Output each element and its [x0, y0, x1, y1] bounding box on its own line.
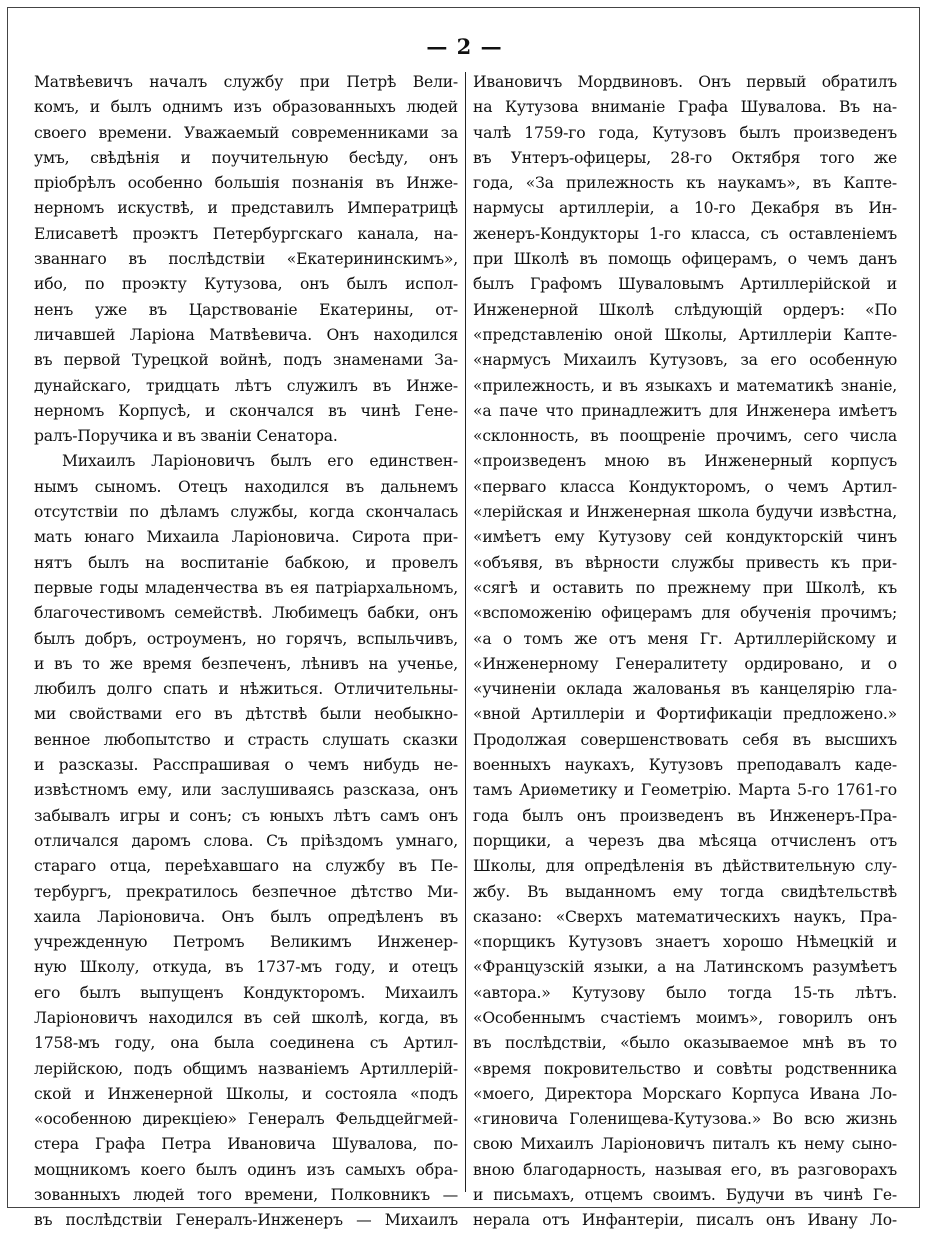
text-line: и письмахъ, отцемъ своимъ. Будучи въ чинѣ Ге-	[473, 1186, 897, 1205]
text-line: года, «За прилежность къ наукамъ», въ Капте-	[473, 174, 897, 193]
text-line: Ларіоновичъ находился въ сей школѣ, когда, въ	[34, 1008, 458, 1027]
text-line: «а о томъ же отъ меня Гг. Артиллерійскому и	[473, 629, 897, 648]
text-line: нымъ сыномъ. Отецъ находился въ дальнемъ	[34, 477, 458, 496]
text-line: нерномъ Корпусѣ, и скончался въ чинѣ Гене-	[34, 401, 458, 420]
text-line: нерала отъ Инфантеріи, писалъ онъ Ивану Ло-	[473, 1211, 897, 1230]
text-line: Инженерной Школѣ слѣдующій ордеръ: «По	[473, 300, 897, 319]
text-line: извѣстномъ ему, или заслушиваясь разсказа, онъ	[34, 781, 458, 800]
text-line: ской и Инженерной Школы, и состояла «подъ	[34, 1084, 458, 1103]
text-line: на Кутузова вниманіе Графа Шувалова. Въ на-	[473, 98, 897, 117]
text-line: ралъ-Поручика и въ званіи Сенатора.	[34, 427, 338, 446]
text-line: «перваго класса Кондукторомъ, о чемъ Артил-	[473, 477, 897, 496]
right-column	[473, 70, 897, 1234]
text-line: «учиненіи оклада жалованья въ канцелярію гла-	[473, 680, 897, 699]
text-line: былъ добръ, остроуменъ, но горячъ, вспыльчивъ,	[34, 629, 458, 648]
text-line: въ Унтеръ-офицеры, 28-го Октября того же	[473, 148, 897, 167]
text-line: военныхъ наукахъ, Кутузовъ преподавалъ каде-	[473, 756, 897, 775]
text-line: хаила Ларіоновича. Онъ былъ опредѣленъ въ	[34, 907, 458, 926]
text-line: ибо, по проэкту Кутузова, онъ былъ испол-	[34, 275, 458, 294]
text-line: зованныхъ людей того времени, Полковникъ —	[34, 1186, 458, 1205]
text-line: «представленію оной Школы, Артиллеріи Капте-	[473, 325, 897, 344]
text-line: и разсказы. Расспрашивая о чемъ нибудь не-	[34, 756, 458, 775]
text-line: «объявя, въ вѣрности службы привесть къ при-	[473, 553, 897, 572]
text-line: лерійскою, подъ общимъ названіемъ Артиллерій-	[34, 1059, 458, 1078]
text-line: званнаго въ послѣдствіи «Екатерининскимъ»,	[34, 250, 458, 269]
text-line: нерномъ искуствѣ, и представилъ Императрицѣ	[34, 199, 458, 218]
text-line: отличался даромъ слова. Съ пріѣздомъ умнаго,	[34, 831, 458, 850]
text-line: «сягѣ и оставить по прежнему при Школѣ, къ	[473, 578, 897, 597]
text-line: «нармусъ Михаилъ Кутузовъ, за его особенную	[473, 351, 897, 370]
text-line: «а паче что принадлежитъ для Инженера имѣетъ	[473, 401, 897, 420]
text-line: первые годы младенчества въ ея патріархальномъ,	[34, 578, 458, 597]
text-line: «Особеннымъ счастіемъ моимъ», говорилъ онъ	[473, 1008, 897, 1027]
text-line: «гиновича Голенищева-Кутузова.» Во всю жизнь	[473, 1110, 897, 1129]
column-divider	[465, 72, 466, 1192]
text-line: комъ, и былъ однимъ изъ образованныхъ людей	[34, 98, 458, 117]
text-line: нятъ былъ на воспитаніе бабкою, и провелъ	[34, 553, 458, 572]
text-line: при Школѣ въ помощь офицерамъ, о чемъ данъ	[473, 250, 897, 269]
text-line: венное любопытство и страсть слушать сказки	[34, 730, 458, 749]
text-line: дунайскаго, тридцать лѣтъ служилъ въ Инже-	[34, 376, 458, 395]
text-line: Елисаветѣ проэктъ Петербургскаго канала, на-	[34, 224, 458, 243]
text-line: чалѣ 1759-го года, Кутузовъ былъ произведенъ	[473, 123, 897, 142]
text-line: стера Графа Петра Ивановича Шувалова, по-	[34, 1135, 458, 1154]
text-line: «Французскій языки, а на Латинскомъ разумѣетъ	[473, 958, 897, 977]
text-line: учрежденную Петромъ Великимъ Инженер-	[34, 933, 458, 952]
text-line: любилъ долго спать и нѣжиться. Отличительны-	[34, 680, 458, 699]
page-number: — 2 —	[426, 34, 503, 59]
text-line: сказано: «Сверхъ математическихъ наукъ, Пра-	[473, 907, 897, 926]
text-line: стараго отца, переѣхавшаго на службу въ Пе-	[34, 857, 458, 876]
text-line: «вспоможенію офицерамъ для обученія прочимъ;	[473, 604, 897, 623]
text-line: мощникомъ коего былъ одинъ изъ самыхъ обра-	[34, 1160, 458, 1179]
text-line: «Инженерному Генералитету ордировано, и о	[473, 654, 897, 673]
text-line: года былъ онъ произведенъ въ Инженеръ-Пра-	[473, 806, 897, 825]
text-line: вною благодарность, называя его, въ разговорахъ	[473, 1160, 897, 1179]
text-line: личавшей Ларіона Матвѣевича. Онъ находился	[34, 325, 458, 344]
text-line: нармусы артиллеріи, а 10-го Декабря въ Ин-	[473, 199, 897, 218]
text-line: «особенною дирекціею» Генералъ Фельдцейгмей-	[34, 1110, 458, 1129]
text-line: и въ то же время безпеченъ, лѣнивъ на ученье,	[34, 654, 458, 673]
text-line: «время покровительство и совѣты родственника	[473, 1059, 897, 1078]
text-line: жбу. Въ выданномъ ему тогда свидѣтельствѣ	[473, 882, 897, 901]
text-line: тербургъ, прекратилось безпечное дѣтство Ми-	[34, 882, 458, 901]
text-line: Школы, для опредѣленія въ дѣйствительную слу-	[473, 857, 897, 876]
text-line: 1758-мъ году, она была соединена съ Артил-	[34, 1034, 458, 1053]
text-line: Матвѣевичъ началъ службу при Петрѣ Вели-	[34, 73, 458, 91]
text-line: «имѣетъ ему Кутузову сей кондукторскій чинъ	[473, 528, 897, 547]
text-line: «прилежность, и въ языкахъ и математикѣ знаніе,	[473, 376, 897, 395]
text-line: ми свойствами его въ дѣтствѣ были необыкно-	[34, 705, 458, 724]
text-line: Ивановичъ Мордвиновъ. Онъ первый обратилъ	[473, 73, 897, 91]
text-line: его былъ выпущенъ Кондукторомъ. Михаилъ	[34, 983, 458, 1002]
text-line: забывалъ игры и сонъ; съ юныхъ лѣтъ самъ онъ	[34, 806, 458, 825]
text-line: былъ Графомъ Шуваловымъ Артиллерійской и	[473, 275, 897, 294]
left-column	[34, 70, 458, 1234]
text-line: въ первой Турецкой войнѣ, подъ знаменами За-	[34, 351, 458, 370]
text-line: женеръ-Кондукторы 1-го класса, съ оставленіемъ	[473, 224, 897, 243]
text-line: умъ, свѣдѣнія и поучительную бесѣду, онъ	[34, 148, 458, 167]
text-line: мать юнаго Михаила Ларіоновича. Сирота при-	[34, 528, 458, 547]
text-line: отсутствіи по дѣламъ службы, когда скончалась	[34, 503, 458, 522]
text-line: Михаилъ Ларіоновичъ былъ его единствен-	[62, 452, 458, 471]
text-line: тамъ Ариѳметику и Геометрію. Марта 5-го 1761-го	[473, 781, 897, 800]
text-line: порщики, а черезъ два мѣсяца отчисленъ отъ	[473, 831, 897, 850]
text-line: «склонность, въ поощреніе прочимъ, сего числа	[473, 427, 897, 446]
text-line: своего времени. Уважаемый современниками за	[34, 123, 458, 142]
text-line: пріобрѣлъ особенно большія познанія въ Инже-	[34, 174, 458, 193]
text-line: «произведенъ мною въ Инженерный корпусъ	[473, 452, 897, 471]
text-line: ную Школу, откуда, въ 1737-мъ году, и отецъ	[34, 958, 458, 977]
text-line: «моего, Директора Морскаго Корпуса Ивана Ло-	[473, 1084, 897, 1103]
text-line: «лерійская и Инженерная школа будучи извѣстна,	[473, 503, 897, 522]
text-line: ненъ уже въ Царствованіе Екатерины, от-	[34, 300, 458, 319]
text-line: въ послѣдствіи Генералъ-Инженеръ — Михаилъ	[34, 1211, 458, 1230]
text-line: въ послѣдствіи, «было оказываемое мнѣ въ то	[473, 1034, 897, 1053]
text-line: «автора.» Кутузову было тогда 15-ть лѣтъ.	[473, 983, 897, 1002]
text-line: «вной Артиллеріи и Фортификаціи предложено.»	[473, 705, 897, 724]
text-line: свою Михаилъ Ларіоновичъ питалъ къ нему сыно-	[473, 1135, 897, 1154]
text-line: благочестивомъ семействѣ. Любимецъ бабки, онъ	[34, 604, 458, 623]
text-line: «порщикъ Кутузовъ знаетъ хорошо Нѣмецкій и	[473, 933, 897, 952]
text-line: Продолжая совершенствовать себя въ высшихъ	[473, 730, 897, 749]
